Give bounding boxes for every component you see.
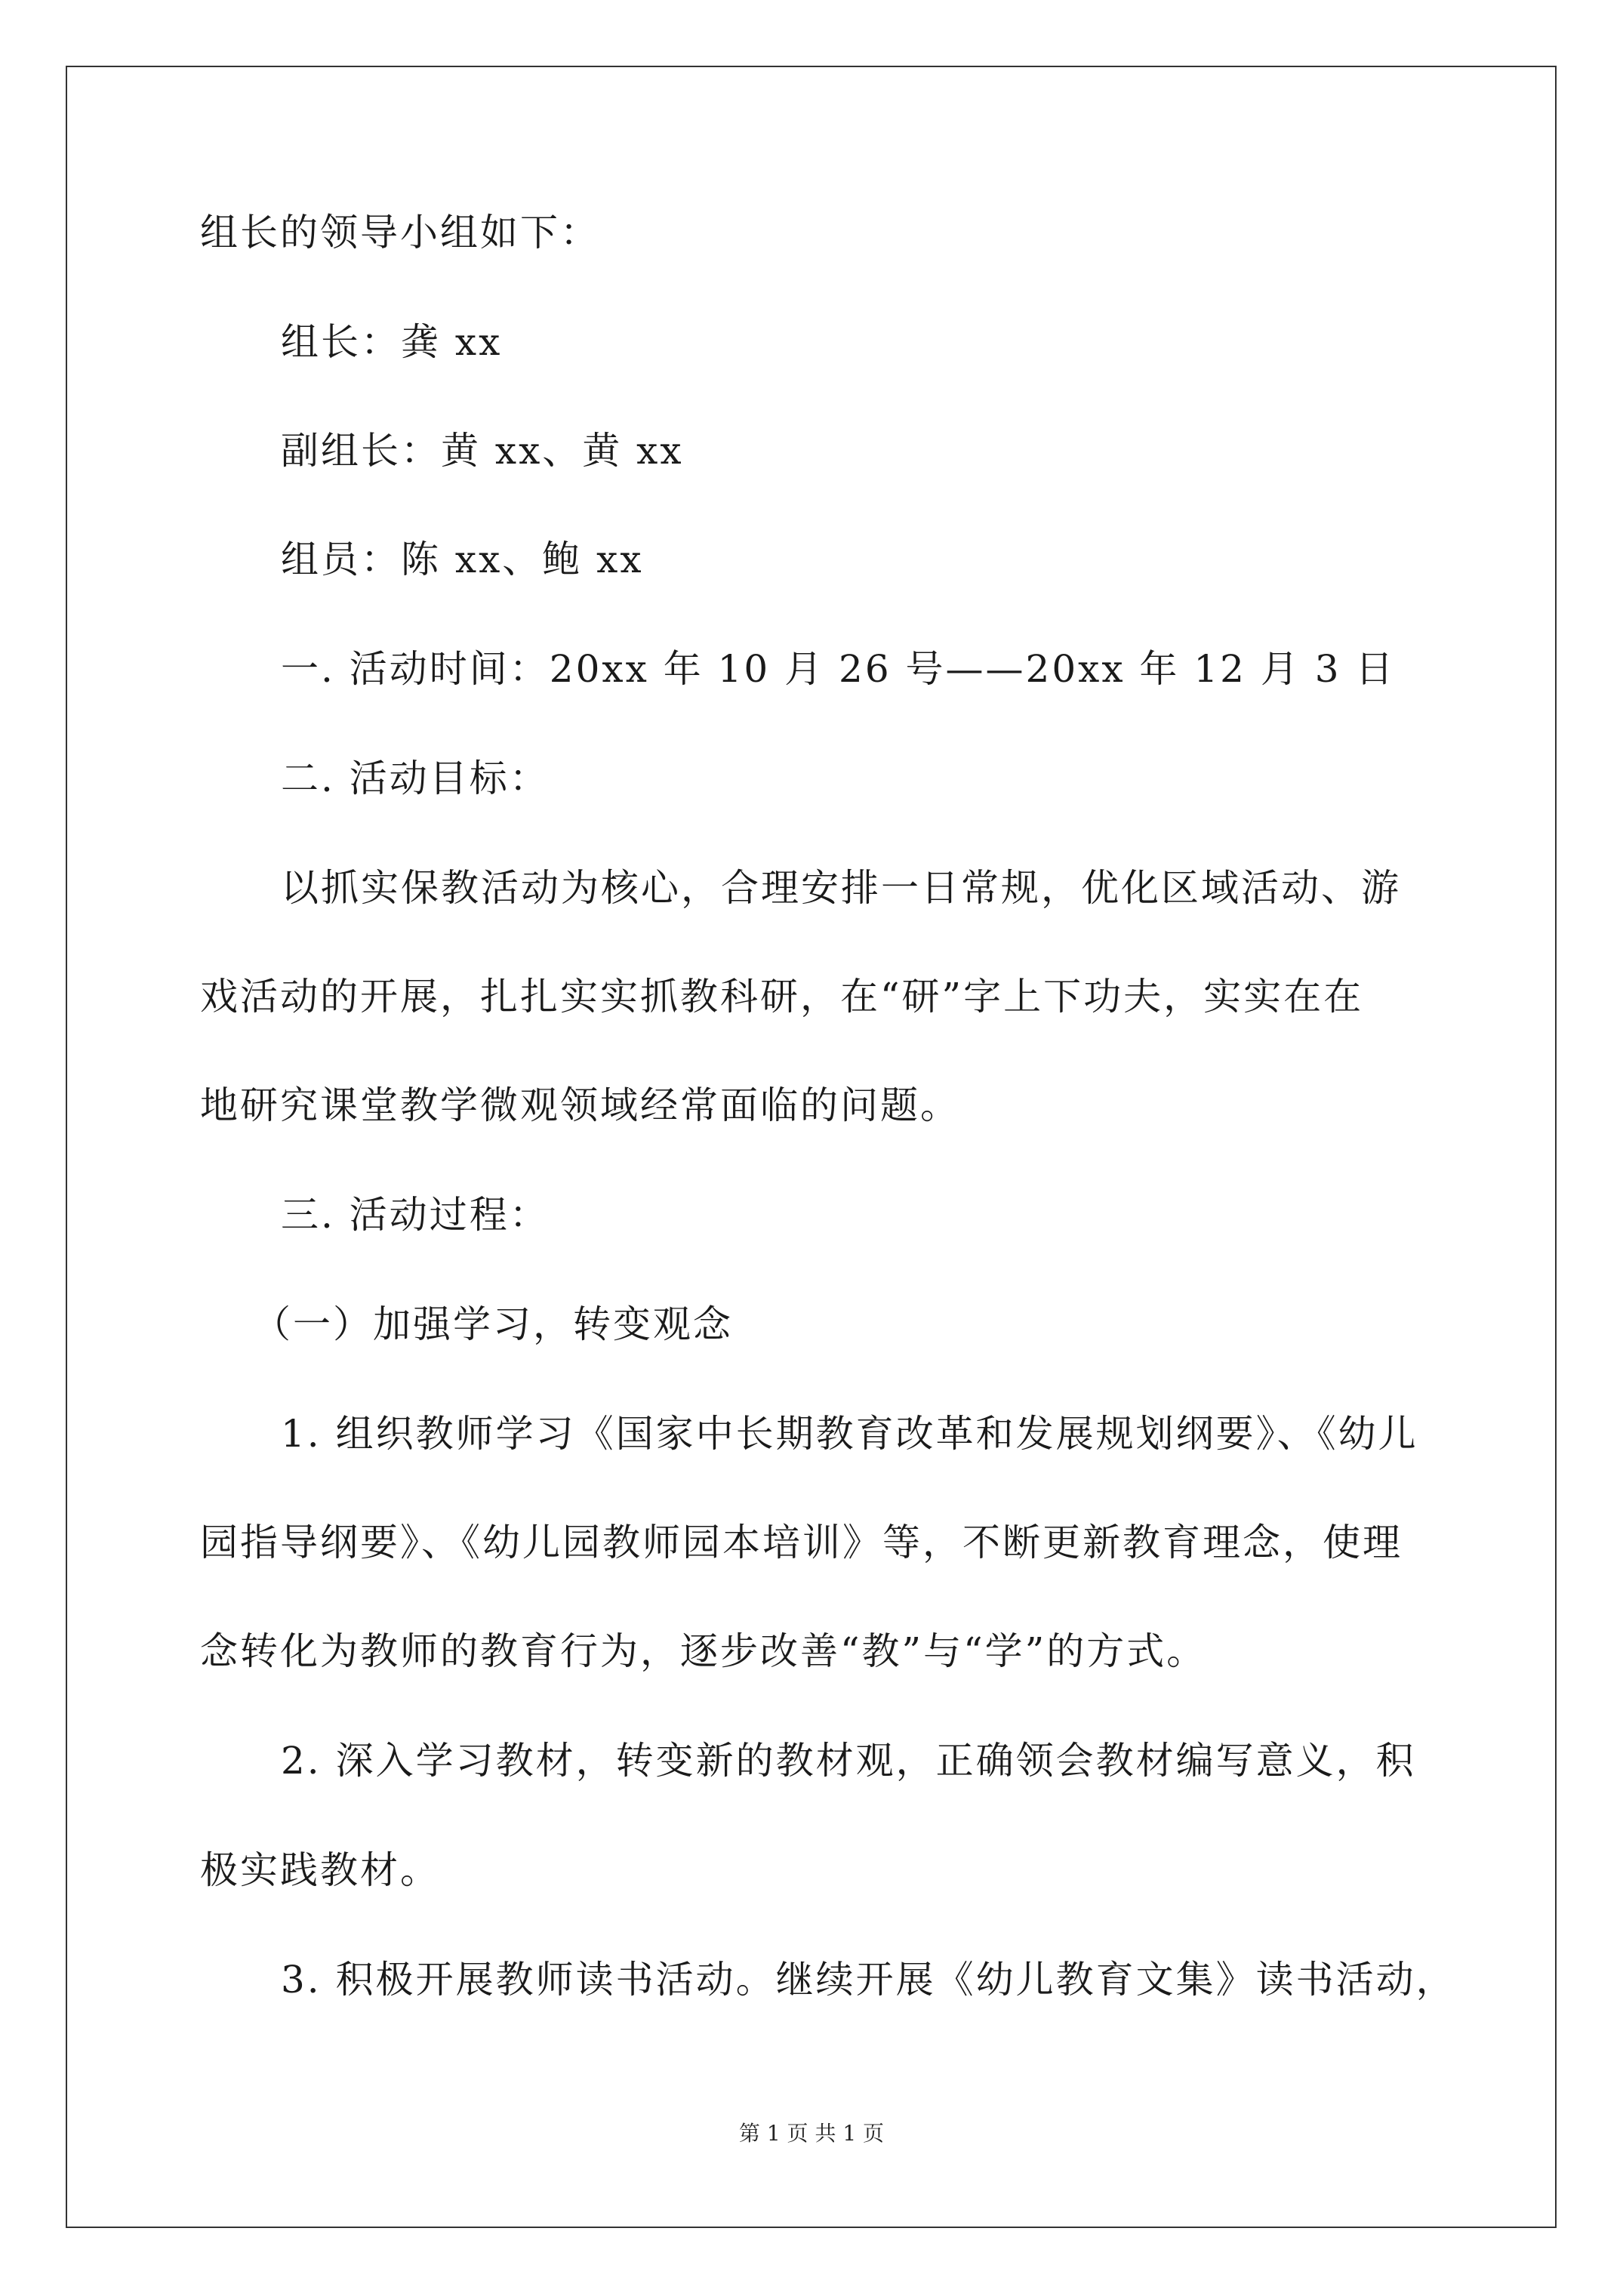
text-line: 戏活动的开展，扎扎实实抓教科研，在“研”字上下功夫，实实在在 — [200, 975, 1364, 1019]
text-line: 1. 组织教师学习《国家中长期教育改革和发展规划纲要》、《幼儿 — [281, 1412, 1418, 1456]
page-border — [66, 66, 1557, 2228]
text-line: 三. 活动过程： — [281, 1193, 550, 1237]
text-line: 组员：陈 xx、鲍 xx — [281, 538, 644, 581]
page-footer: 第 1 页 共 1 页 — [738, 2121, 885, 2146]
text-line: 3. 积极开展教师读书活动。继续开展《幼儿教育文集》读书活动， — [281, 1958, 1456, 2002]
text-line: （一）加强学习，转变观念 — [253, 1302, 733, 1346]
text-line: 副组长：黄 xx、黄 xx — [281, 429, 684, 473]
text-line: 以抓实保教活动为核心，合理安排一日常规，优化区域活动、游 — [281, 866, 1401, 910]
text-line: 2. 深入学习教材，转变新的教材观，正确领会教材编写意义，积 — [281, 1739, 1416, 1783]
text-line: 组长的领导小组如下： — [200, 211, 600, 254]
text-line: 二. 活动目标： — [281, 757, 550, 800]
text-line: 组长：龚 xx — [281, 320, 503, 364]
text-line: 地研究课堂教学微观领域经常面临的问题。 — [200, 1083, 960, 1127]
text-line: 极实践教材。 — [200, 1848, 440, 1892]
text-line: 念转化为教师的教育行为，逐步改善“教”与“学”的方式。 — [200, 1629, 1207, 1673]
text-line: 园指导纲要》、《幼儿园教师园本培训》等，不断更新教育理念，使理 — [200, 1521, 1403, 1564]
text-line: 一. 活动时间：20xx 年 10 月 26 号——20xx 年 12 月 3 日 — [281, 647, 1396, 691]
